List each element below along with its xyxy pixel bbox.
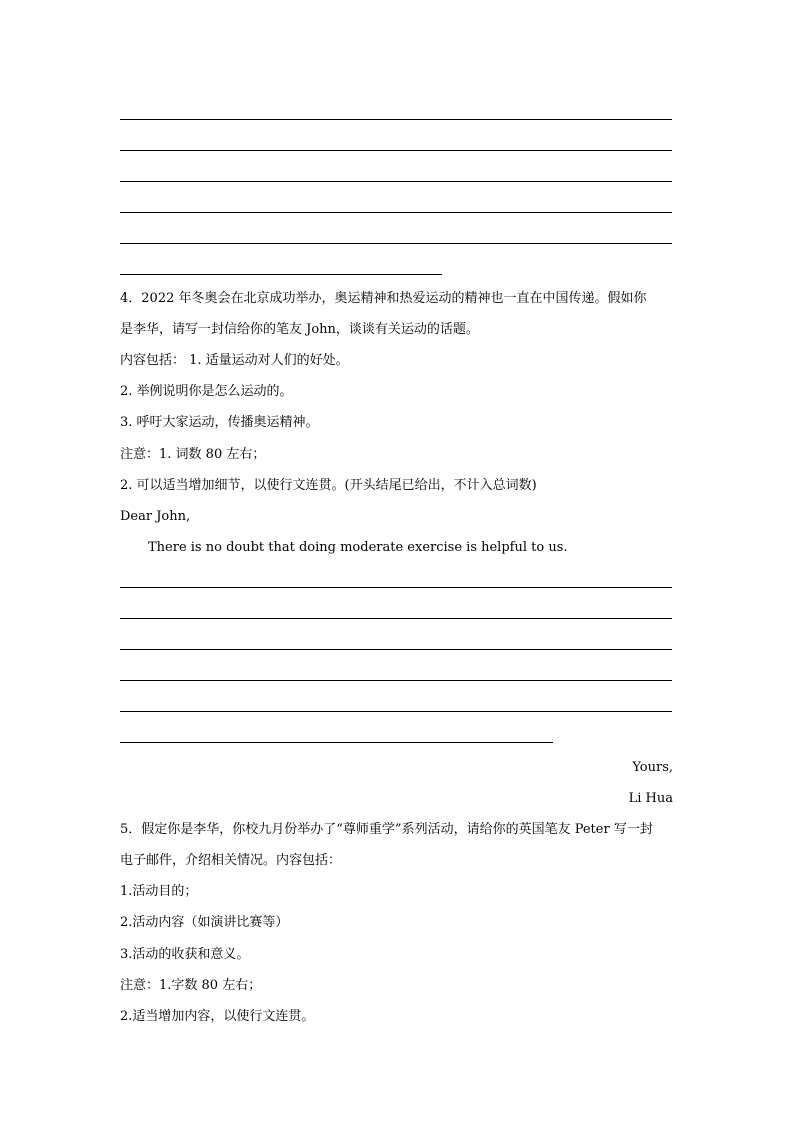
answer-line xyxy=(120,212,672,213)
q4-note-1: 注意：1. 词数 80 左右； xyxy=(120,447,266,462)
answer-line xyxy=(120,618,672,619)
answer-line xyxy=(120,243,672,244)
answer-line xyxy=(120,119,672,120)
answer-line xyxy=(120,680,672,681)
q5-point-1: 1.活动目的； xyxy=(120,884,198,899)
q4-closing: Yours, xyxy=(632,760,673,775)
q5-prompt-line-1: 5．假定你是李华，你校九月份举办了“尊师重学”系列活动，请给你的英国笔友 Peter 写一封 xyxy=(120,822,653,837)
answer-line xyxy=(120,181,672,182)
q5-point-2: 2.活动内容（如演讲比赛等） xyxy=(120,915,289,930)
answer-line xyxy=(120,150,672,151)
answer-line-short xyxy=(120,742,553,743)
q4-point-2: 2. 举例说明你是怎么运动的。 xyxy=(120,384,293,399)
q4-prompt-line-1: 4．2022 年冬奥会在北京成功举办，奥运精神和热爱运动的精神也一直在中国传递。假如你 xyxy=(120,291,647,306)
q4-opening-sentence: There is no doubt that doing moderate exercise is helpful to us. xyxy=(148,540,568,555)
q4-signature: Li Hua xyxy=(628,791,673,806)
answer-line xyxy=(120,649,672,650)
q5-note-1: 注意：1.字数 80 左右； xyxy=(120,978,262,993)
q4-prompt-line-2: 是李华，请写一封信给你的笔友 John，谈谈有关运动的话题。 xyxy=(120,322,479,337)
answer-line xyxy=(120,587,672,588)
q5-point-3: 3.活动的收获和意义。 xyxy=(120,947,250,962)
q4-content-intro: 内容包括： 1. 适量运动对人们的好处。 xyxy=(120,353,349,368)
q4-note-2: 2. 可以适当增加细节，以使行文连贯。(开头结尾已给出，不计入总词数) xyxy=(120,478,537,493)
answer-line-short xyxy=(120,274,442,275)
q4-point-3: 3. 呼吁大家运动，传播奥运精神。 xyxy=(120,415,319,430)
q5-prompt-line-2: 电子邮件，介绍相关情况。内容包括： xyxy=(120,853,342,868)
q5-note-2: 2.适当增加内容，以使行文连贯。 xyxy=(120,1009,315,1024)
q4-greeting: Dear John, xyxy=(120,509,191,524)
answer-line xyxy=(120,711,672,712)
